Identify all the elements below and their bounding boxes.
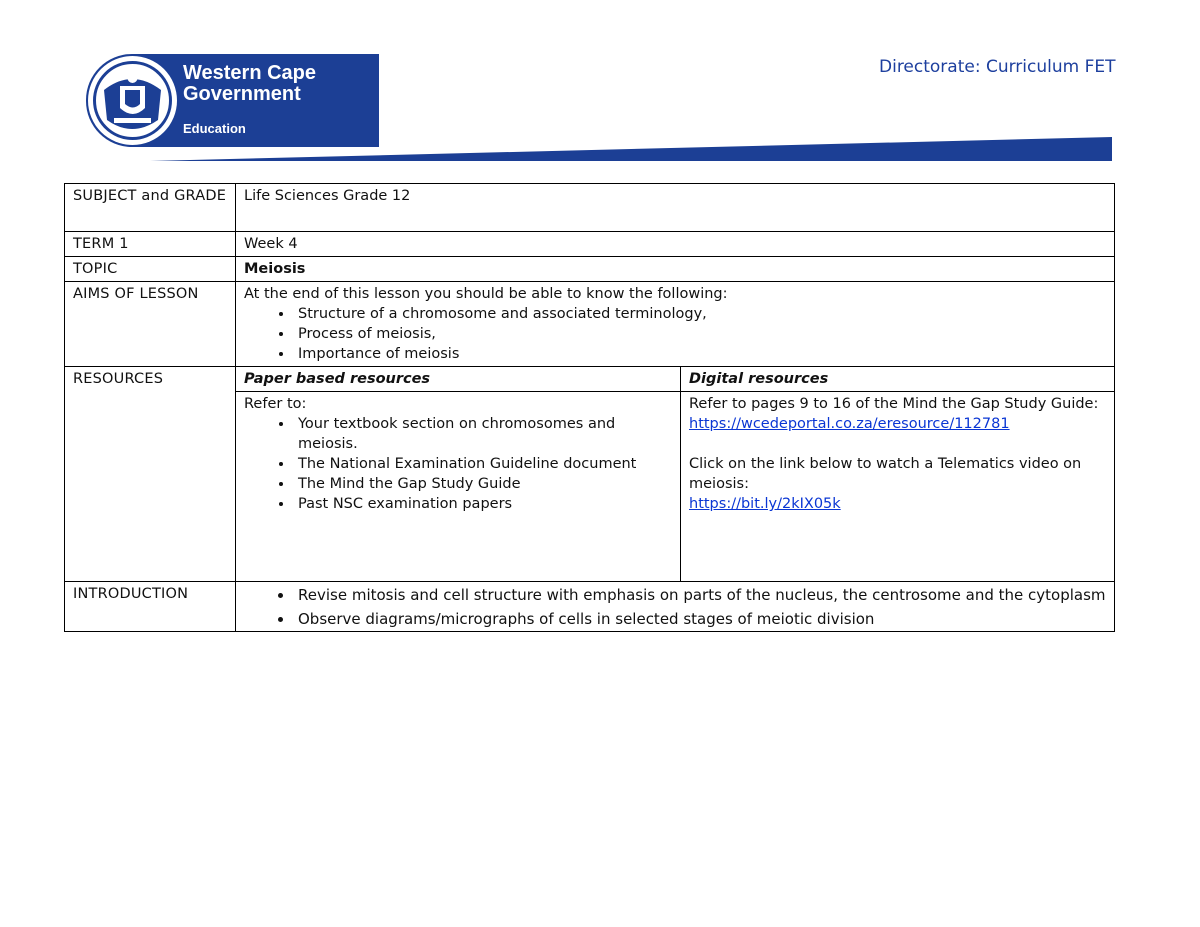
row-subject xyxy=(65,184,1115,232)
list-item: • The Mind the Gap Study Guide xyxy=(294,474,672,494)
digital-resources-content xyxy=(681,392,1115,582)
paper-resources-heading: Paper based resources xyxy=(236,367,681,392)
lesson-plan-table xyxy=(64,183,1115,632)
subject-label: SUBJECT and GRADE xyxy=(65,184,236,232)
paper-intro: Refer to: xyxy=(244,396,307,412)
list-item: • Observe diagrams/micrographs of cells in selected stages of meiotic division xyxy=(294,608,1106,632)
introduction-content xyxy=(236,582,1115,632)
aims-list xyxy=(244,304,1106,364)
list-item: • Your textbook section on chromosomes and meiosis. xyxy=(294,414,672,454)
coat-of-arms-icon xyxy=(88,56,177,145)
term-label: TERM 1 xyxy=(65,232,236,257)
telematics-video-link[interactable]: https://bit.ly/2kIX05k xyxy=(689,496,841,512)
logo-text-western-cape: Western Cape xyxy=(183,62,317,84)
introduction-list xyxy=(244,584,1106,631)
header-swoosh-bar xyxy=(150,134,1113,162)
aims-intro: At the end of this lesson you should be able to know the following: xyxy=(244,286,728,302)
list-item: • Structure of a chromosome and associated terminology, xyxy=(294,304,1106,324)
digital-text-telematics: Click on the link below to watch a Telematics video on meiosis: xyxy=(689,456,1082,492)
row-introduction xyxy=(65,582,1115,632)
digital-text-study-guide: Refer to pages 9 to 16 of the Mind the Gap Study Guide: xyxy=(689,396,1099,412)
spacer xyxy=(689,434,1106,454)
aims-content xyxy=(236,282,1115,367)
directorate-heading: Directorate: Curriculum FET xyxy=(879,57,1116,77)
aims-label: AIMS OF LESSON xyxy=(65,282,236,367)
paper-resources-list xyxy=(244,414,672,514)
list-item: • The National Examination Guideline document xyxy=(294,454,672,474)
row-resources-headings xyxy=(65,367,1115,392)
introduction-label: INTRODUCTION xyxy=(65,582,236,632)
topic-value: Meiosis xyxy=(236,257,1115,282)
logo-text-government: Government xyxy=(183,83,301,105)
row-topic xyxy=(65,257,1115,282)
list-item: • Process of meiosis, xyxy=(294,324,1106,344)
subject-value: Life Sciences Grade 12 xyxy=(236,184,1115,232)
wced-eportal-link[interactable]: https://wcedeportal.co.za/eresource/112781 xyxy=(689,416,1010,432)
row-term xyxy=(65,232,1115,257)
digital-resources-heading: Digital resources xyxy=(681,367,1115,392)
paper-resources-content xyxy=(236,392,681,582)
logo-text-education: Education xyxy=(183,121,246,136)
term-value: Week 4 xyxy=(236,232,1115,257)
row-aims xyxy=(65,282,1115,367)
list-item: • Past NSC examination papers xyxy=(294,494,672,514)
resources-label: RESOURCES xyxy=(65,367,236,582)
list-item: • Importance of meiosis xyxy=(294,344,1106,364)
list-item: • Revise mitosis and cell structure with emphasis on parts of the nucleus, the centrosome and the cytoplasm xyxy=(294,584,1106,608)
topic-label: TOPIC xyxy=(65,257,236,282)
